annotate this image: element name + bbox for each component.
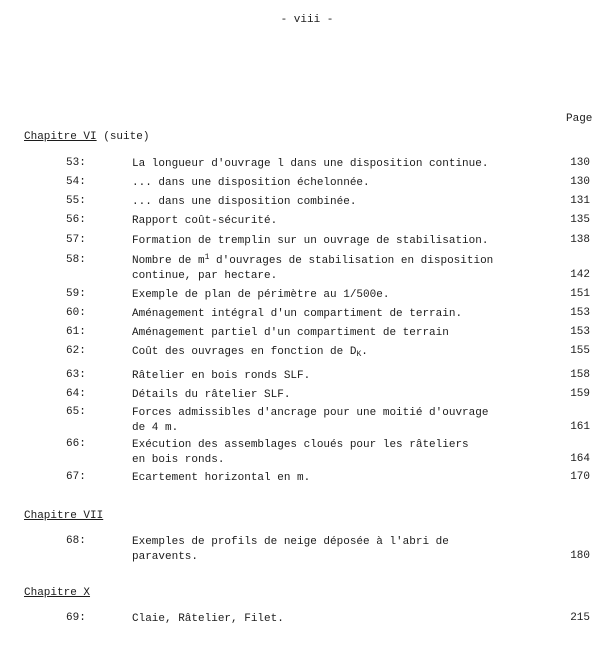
figure-caption: [132, 471, 310, 486]
figure-number: 60:: [66, 307, 86, 319]
figure-caption: [132, 195, 356, 210]
caption-line: paravents.: [132, 551, 199, 563]
figure-number: 54:: [66, 176, 86, 188]
figure-number: 59:: [66, 288, 86, 300]
caption-line: Rapport coût-sécurité.: [132, 215, 278, 227]
caption-line: Détails du râtelier SLF.: [132, 389, 291, 401]
figure-caption: [132, 345, 368, 360]
page-number: - viii -: [280, 14, 334, 26]
figure-page-number: 155: [570, 345, 590, 357]
figure-number: 65:: [66, 406, 86, 418]
figure-page-number: 131: [570, 195, 590, 207]
figure-caption: [132, 254, 493, 284]
figure-number: 61:: [66, 326, 86, 338]
figure-number: 56:: [66, 214, 86, 226]
figure-page-number: 151: [570, 288, 590, 300]
figure-caption: [132, 307, 462, 322]
figure-page-number: 161: [570, 421, 590, 433]
chapter-suffix: (suite): [96, 131, 150, 143]
figure-page-number: 159: [570, 388, 590, 400]
caption-line: Aménagement intégral d'un compartiment de terrain.: [132, 308, 463, 320]
caption-line: Râtelier en bois ronds SLF.: [132, 370, 311, 382]
figure-caption: [132, 157, 488, 172]
figure-caption: [132, 388, 290, 403]
chapter-title: Chapitre X: [24, 587, 91, 599]
figure-page-number: 180: [570, 550, 590, 562]
figure-page-number: 138: [570, 234, 590, 246]
caption-line: Coût des ouvrages en fonction de $D_K$.: [132, 346, 368, 359]
figure-page-number: 153: [570, 307, 590, 319]
caption-line: Ecartement horizontal en m.: [132, 472, 311, 484]
caption-line: continue, par hectare.: [132, 270, 278, 282]
caption-line: Aménagement partiel d'un compartiment de terrain: [132, 327, 449, 339]
caption-line: Claie, Râtelier, Filet.: [132, 613, 284, 625]
caption-line: de 4 m.: [132, 422, 179, 434]
caption-line: ... dans une disposition échelonnée.: [132, 177, 370, 189]
figure-number: 63:: [66, 369, 86, 381]
figure-caption: [132, 326, 449, 341]
figure-page-number: 170: [570, 471, 590, 483]
caption-line: Formation de tremplin sur un ouvrage de stabilisation.: [132, 235, 489, 247]
chapter-title: Chapitre VII: [24, 510, 104, 522]
figure-number: 53:: [66, 157, 86, 169]
chapter-heading: [24, 510, 103, 522]
figure-number: 58:: [66, 254, 86, 266]
caption-line: La longueur d'ouvrage l dans une disposition continue.: [132, 158, 489, 170]
figure-page-number: 130: [570, 157, 590, 169]
figure-page-number: 130: [570, 176, 590, 188]
figure-number: 68:: [66, 535, 86, 547]
figure-number: 69:: [66, 612, 86, 624]
figure-caption: [132, 438, 469, 468]
figure-page-number: 158: [570, 369, 590, 381]
figure-caption: [132, 234, 488, 249]
figure-page-number: 142: [570, 269, 590, 281]
caption-line: Nombre de $m^1$ d'ouvrages de stabilisation en disposition: [132, 253, 494, 267]
figure-page-number: 215: [570, 612, 590, 624]
figure-number: 64:: [66, 388, 86, 400]
figure-caption: [132, 535, 449, 565]
figure-number: 55:: [66, 195, 86, 207]
figure-caption: [132, 612, 284, 627]
figure-caption: [132, 369, 310, 384]
caption-line: Exécution des assemblages cloués pour les râteliers: [132, 439, 469, 451]
chapter-heading: [24, 131, 149, 143]
caption-line: Exemple de plan de périmètre au 1/500e.: [132, 289, 390, 301]
figure-caption: [132, 288, 389, 303]
page-column-label: Page: [566, 113, 593, 125]
figure-number: 67:: [66, 471, 86, 483]
figure-page-number: 164: [570, 453, 590, 465]
figure-page-number: 135: [570, 214, 590, 226]
caption-line: ... dans une disposition combinée.: [132, 196, 357, 208]
figure-number: 66:: [66, 438, 86, 450]
figure-page-number: 153: [570, 326, 590, 338]
caption-line: Exemples de profils de neige déposée à l'abri de: [132, 536, 449, 548]
figure-caption: [132, 406, 488, 436]
figure-number: 62:: [66, 345, 86, 357]
figure-caption: [132, 176, 370, 191]
chapter-title: Chapitre VI: [24, 131, 97, 143]
caption-line: en bois ronds.: [132, 454, 225, 466]
chapter-heading: [24, 587, 90, 599]
caption-line: Forces admissibles d'ancrage pour une moitié d'ouvrage: [132, 407, 489, 419]
figure-number: 57:: [66, 234, 86, 246]
figure-caption: [132, 214, 277, 229]
